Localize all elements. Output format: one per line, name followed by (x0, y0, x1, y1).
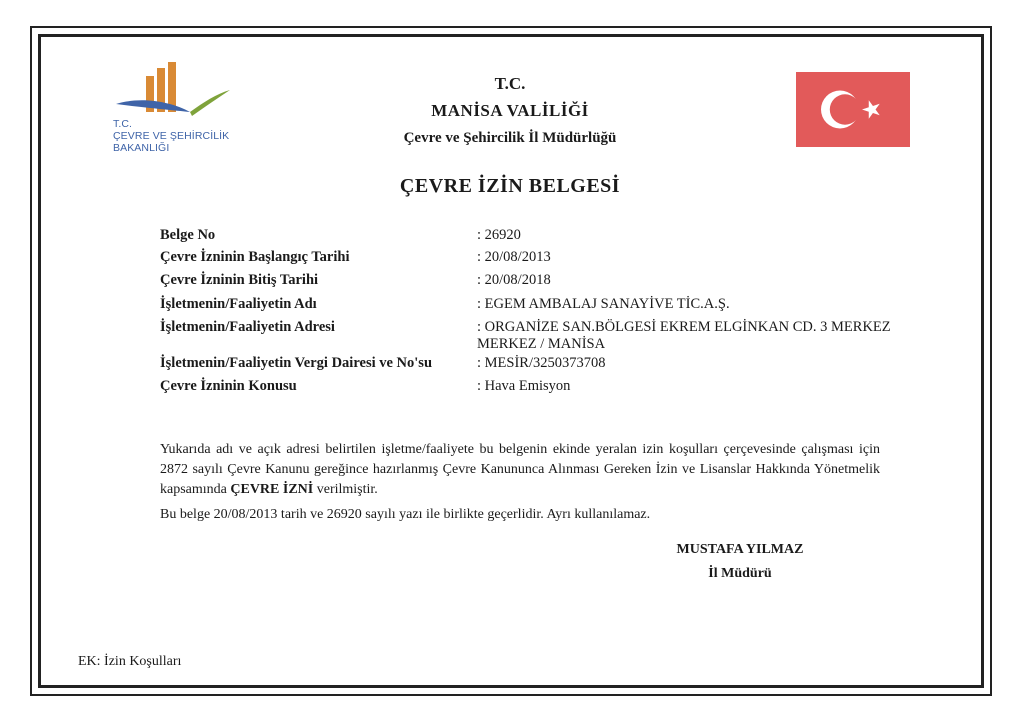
permit-statement (160, 440, 880, 500)
field-value-tax-office: : MESİR/3250373708 (477, 355, 606, 371)
logo-text-line1: T.C. (113, 118, 133, 130)
signatory-title: İl Müdürü (708, 566, 772, 581)
ministry-logo-text (113, 118, 229, 154)
field-value-permit-subject: : Hava Emisyon (477, 378, 571, 394)
field-value-business-name: : EGEM AMBALAJ SANAYİVE TİC.A.Ş. (477, 296, 730, 312)
field-value-end-date: : 20/08/2018 (477, 272, 551, 288)
field-label-business-name: İşletmenin/Faaliyetin Adı (160, 296, 317, 312)
annex-note: EK: İzin Koşulları (78, 654, 182, 669)
field-value-business-address: : ORGANİZE SAN.BÖLGESİ EKREM ELGİNKAN CD. 3 MERKEZ MERKEZ / MANİSA (477, 319, 891, 352)
validity-statement: Bu belge 20/08/2013 tarih ve 26920 sayılı yazı ile birlikte geçerlidir. Ayrı kullanılamaz. (160, 507, 651, 522)
field-label-permit-subject: Çevre İzninin Konusu (160, 378, 297, 394)
field-label-end-date: Çevre İzninin Bitiş Tarihi (160, 272, 319, 288)
signatory-name: MUSTAFA YILMAZ (676, 542, 804, 557)
header-tc: T.C. (494, 74, 526, 93)
logo-text-line2: ÇEVRE VE ŞEHİRCİLİK (113, 130, 230, 142)
field-label-belge-no: Belge No (160, 227, 216, 243)
turkish-flag-icon (796, 72, 910, 147)
field-label-start-date: Çevre İzninin Başlangıç Tarihi (160, 249, 350, 265)
header-directorate: Çevre ve Şehircilik İl Müdürlüğü (403, 130, 617, 146)
field-label-tax-office: İşletmenin/Faaliyetin Vergi Dairesi ve No'su (160, 355, 433, 371)
header-governorship: MANİSA VALİLİĞİ (431, 101, 589, 120)
field-value-start-date: : 20/08/2013 (477, 249, 551, 265)
permit-statement-text: Yukarıda adı ve açık adresi belirtilen işletme/faaliyete bu belgenin ekinde yeralan izin koşulları çerçevesinde çalışması için 2872 sayılı Çevre Kanunu gereğince hazırlanmış Çevre Kanununca Alınması Gereken İzin ve Lisanslar Hakkında Yönetmelik kapsamında (160, 442, 880, 497)
permit-statement-end: verilmiştir. (313, 482, 378, 497)
logo-text-line3: BAKANLIĞI (113, 142, 170, 154)
field-value-belge-no: : 26920 (477, 227, 521, 243)
permit-statement-bold: ÇEVRE İZNİ (230, 482, 314, 497)
document-header (320, 74, 700, 148)
field-label-business-address: İşletmenin/Faaliyetin Adresi (160, 319, 335, 335)
document-title: ÇEVRE İZİN BELGESİ (399, 175, 621, 197)
